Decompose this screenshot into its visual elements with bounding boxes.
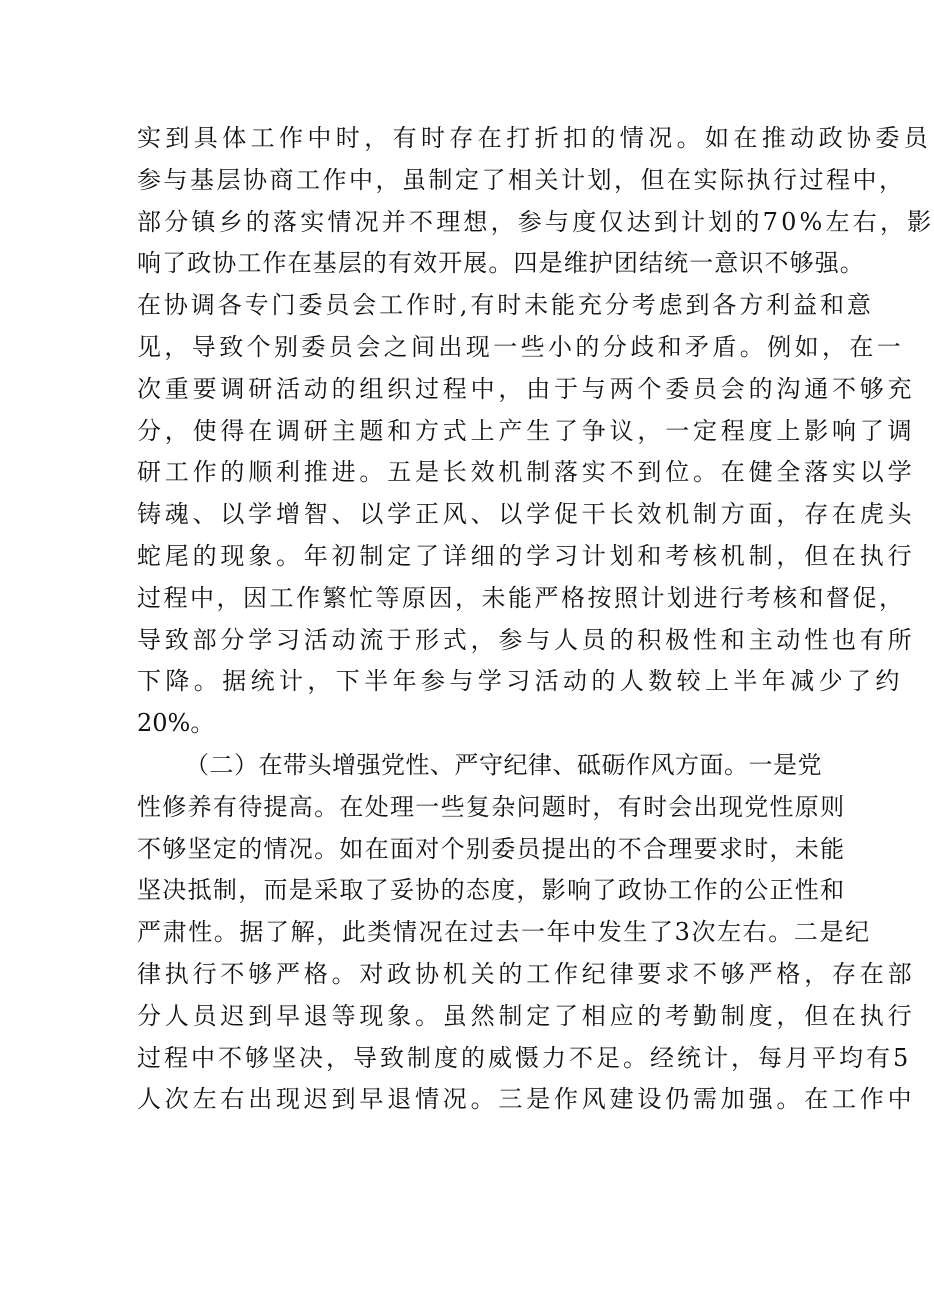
text-line: 见，导致个别委员会之间出现一些小的分歧和矛盾。例如，在一 [137, 332, 905, 361]
text-line: 人次左右出现迟到早退情况。三是作风建设仍需加强。在工作中 [137, 1085, 916, 1114]
text-line: 分，使得在调研主题和方式上产生了争议，一定程度上影响了调 [137, 416, 916, 445]
text-line: 坚决抵制，而是采取了妥协的态度，影响了政协工作的公正性和 [137, 876, 846, 905]
text-line: 蛇尾的现象。年初制定了详细的学习计划和考核机制，但在执行 [137, 541, 916, 570]
text-line: 导致部分学习活动流于形式，参与人员的积极性和主动性也有所 [137, 625, 916, 654]
text-line: 严肃性。据了解，此类情况在过去一年中发生了3次左右。二是纪 [137, 918, 871, 947]
text-line: 性修养有待提高。在处理一些复杂问题时，有时会出现党性原则 [137, 792, 846, 821]
text-line: 律执行不够严格。对政协机关的工作纪律要求不够严格，存在部 [137, 959, 916, 988]
text-line: 研工作的顺利推进。五是长效机制落实不到位。在健全落实以学 [137, 458, 916, 487]
text-line: 部分镇乡的落实情况并不理想，参与度仅达到计划的70%左右，影 [137, 207, 934, 236]
text-line: 实到具体工作中时，有时存在打折扣的情况。如在推动政协委员 [137, 124, 933, 152]
text-line: 20%。 [137, 709, 215, 738]
text-line: 在协调各专门委员会工作时,有时未能充分考虑到各方利益和意 [137, 291, 874, 320]
text-line: 过程中不够坚决，导致制度的威慑力不足。经统计，每月平均有5 [137, 1043, 912, 1072]
body-text [137, 118, 934, 1121]
text-line: 不够坚定的情况。如在面对个别委员提出的不合理要求时，未能 [137, 834, 846, 863]
text-line: 铸魂、以学增智、以学正风、以学促干长效机制方面，存在虎头 [137, 500, 916, 529]
text-line: 分人员迟到早退等现象。虽然制定了相应的考勤制度，但在执行 [137, 1001, 916, 1030]
text-line: 次重要调研活动的组织过程中，由于与两个委员会的沟通不够充 [137, 374, 916, 403]
text-line: 下降。据统计，下半年参与学习活动的人数较上半年减少了约 [137, 667, 904, 696]
text-line: （二）在带头增强党性、严守纪律、砥砺作风方面。一是党 [185, 750, 822, 779]
text-line: 响了政协工作在基层的有效开展。四是维护团结统一意识不够强。 [137, 249, 865, 278]
text-line: 过程中，因工作繁忙等原因，未能严格按照计划进行考核和督促， [137, 583, 906, 612]
text-line: 参与基层协商工作中，虽制定了相关计划，但在实际执行过程中， [137, 165, 906, 194]
